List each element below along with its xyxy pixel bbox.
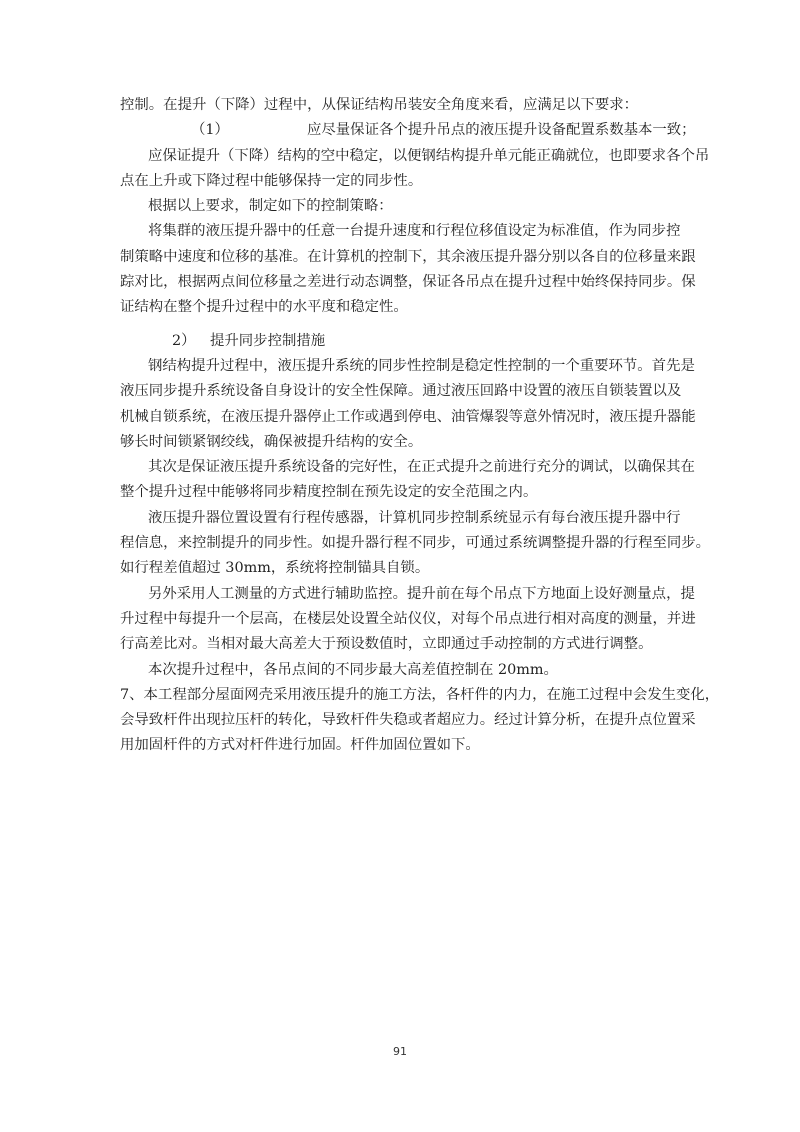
paragraph-sync-safety xyxy=(120,354,696,455)
text-line: 够长时间锁紧钢绞线，确保被提升结构的安全。 xyxy=(120,433,423,450)
section-title: 提升同步控制措施 xyxy=(210,332,326,349)
paragraph-air-stability xyxy=(120,144,710,195)
text-line: 液压同步提升系统设备自身设计的安全性保障。通过液压回路中设置的液压自锁装置以及 xyxy=(120,383,682,400)
paragraph-stroke-sensor xyxy=(120,506,711,582)
text-line: 7、本工程部分屋面网壳采用液压提升的施工方法，各杆件的内力，在施工过程中会发生变化， xyxy=(120,686,720,703)
text-line: 根据以上要求，制定如下的控制策略： xyxy=(148,198,393,215)
paragraph-max-height-difference xyxy=(120,658,683,683)
text-line: 机械自锁系统，在液压提升器停止工作或遇到停电、油管爆裂等意外情况时，液压提升器能 xyxy=(120,408,696,425)
text-line: 升过程中每提升一个层高，在楼层处设置全站仪仪，对每个吊点进行相对高度的测量，并进 xyxy=(120,610,696,627)
text-line: 液压提升器位置设置有行程传感器，计算机同步控制系统显示有每台液压提升器中行 xyxy=(148,509,681,526)
paragraph-item-7-reinforcement xyxy=(120,683,720,759)
text-line: 如行程差值超过 30mm，系统将控制锚具自锁。 xyxy=(120,560,430,577)
section-number: 2） xyxy=(172,332,196,349)
text-line: 用加固杆件的方式对杆件进行加固。杆件加固位置如下。 xyxy=(120,737,480,754)
list-item-1 xyxy=(120,118,696,143)
text-line: 行高差比对。当相对最大高差大于预设数值时，立即通过手动控制的方式进行调整。 xyxy=(120,636,653,653)
text-line: 将集群的液压提升器中的任意一台提升速度和行程位移值设定为标准值，作为同步控 xyxy=(148,223,681,240)
paragraph-manual-monitoring xyxy=(120,582,696,658)
text-line: 控制。在提升（下降）过程中，从保证结构吊装安全角度来看，应满足以下要求： xyxy=(120,97,639,113)
text-line: 证结构在整个提升过程中的水平度和稳定性。 xyxy=(120,299,408,316)
text-line xyxy=(120,329,683,354)
text-line: 点在上升或下降过程中能够保持一定的同步性。 xyxy=(120,172,423,189)
list-item-text: 应尽量保证各个提升吊点的液压提升设备配置系数基本一致； xyxy=(307,122,696,139)
text-line: 其次是保证液压提升系统设备的完好性，在正式提升之前进行充分的调试，以确保其在 xyxy=(148,459,695,476)
text-line xyxy=(120,118,696,143)
text-line: 另外采用人工测量的方式进行辅助监控。提升前在每个吊点下方地面上设好测量点，提 xyxy=(148,585,695,602)
text-line: 钢结构提升过程中，液压提升系统的同步性控制是稳定性控制的一个重要环节。首先是 xyxy=(148,357,695,374)
paragraph-lifting-requirements xyxy=(120,93,683,118)
text-line: 程信息，来控制提升的同步性。如提升器行程不同步，可通过系统调整提升器的行程至同步。 xyxy=(120,535,711,552)
paragraph-equipment-integrity xyxy=(120,455,695,506)
document-body xyxy=(120,93,720,759)
text-line: 制策略中速度和位移的基准。在计算机的控制下，其余液压提升器分别以各自的位移量来跟 xyxy=(120,248,696,265)
list-item-number: （1） xyxy=(191,122,229,139)
text-line: 会导致杆件出现拉压杆的转化，导致杆件失稳或者超应力。经过计算分析，在提升点位置采 xyxy=(120,712,696,729)
paragraph-strategy-intro xyxy=(120,194,683,219)
text-line: 本次提升过程中，各吊点间的不同步最大高差值控制在 20mm。 xyxy=(148,661,558,678)
page-number: 91 xyxy=(393,1045,407,1058)
text-line: 整个提升过程中能够将同步精度控制在预先设定的安全范围之内。 xyxy=(120,484,538,501)
section-heading-sync-measures xyxy=(120,329,683,354)
paragraph-control-strategy xyxy=(120,219,696,320)
text-line: 应保证提升（下降）结构的空中稳定，以便钢结构提升单元能正确就位，也即要求各个吊 xyxy=(148,147,710,164)
text-line: 踪对比，根据两点间位移量之差进行动态调整，保证各吊点在提升过程中始终保持同步。保 xyxy=(120,274,696,291)
